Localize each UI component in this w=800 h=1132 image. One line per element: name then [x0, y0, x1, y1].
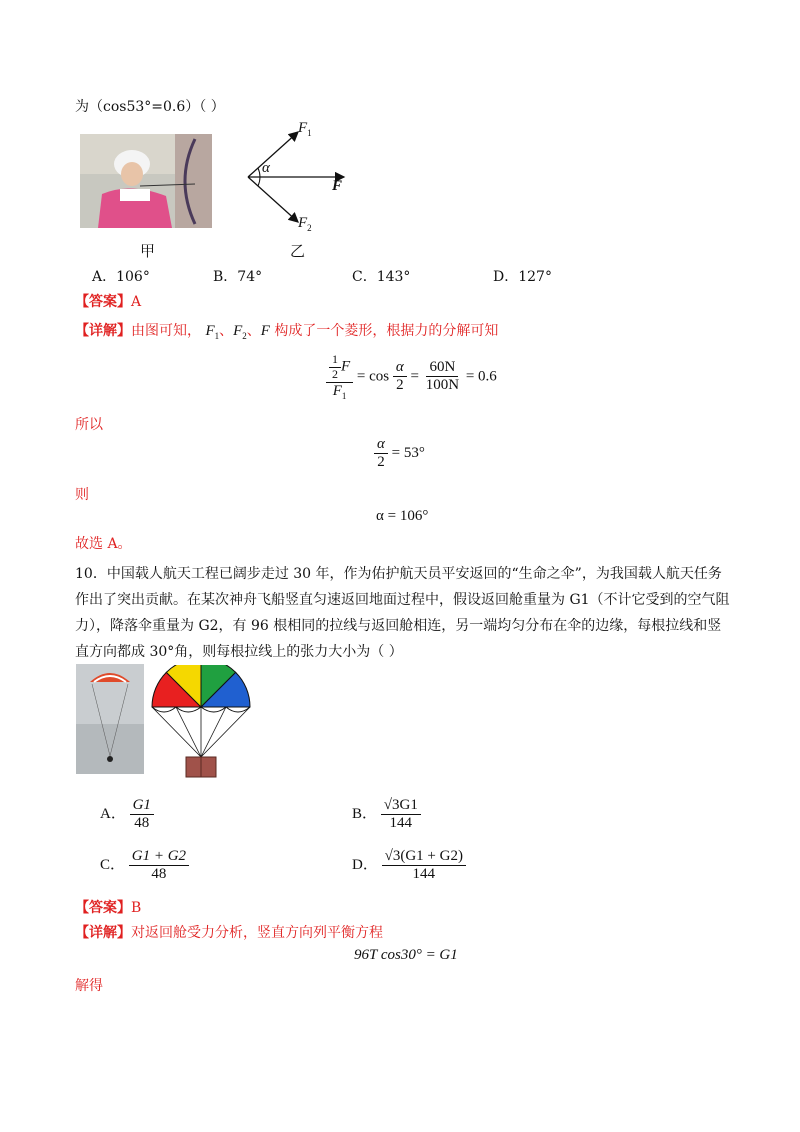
- suspension-line: [201, 707, 250, 757]
- q9-then-label: 则: [75, 487, 89, 503]
- parachute-diagram: [150, 665, 252, 779]
- suspension-line: [152, 707, 201, 757]
- archer-photo: [80, 134, 212, 228]
- f-label: F: [332, 178, 343, 194]
- q9-so-label: 所以: [75, 417, 103, 433]
- q9-option-a[interactable]: A．106°: [92, 269, 150, 285]
- suspension-line: [201, 707, 226, 757]
- parachute-photo: [76, 664, 144, 774]
- q10-option-b[interactable]: B． $\frac{√3G1}{144}$: [352, 797, 421, 833]
- alpha-label: α: [262, 160, 270, 176]
- q9-option-b[interactable]: B．74°: [213, 269, 263, 285]
- f1-label: $F_1$: [298, 120, 312, 138]
- q9-equation-3: α = 106°: [376, 508, 429, 524]
- q9-detail: 【详解】由图可知， $F_1$、$F_2$、F 构成了一个菱形，根据力的分解可知: [75, 323, 499, 341]
- q9-equation-1: $\frac{1}{2}$ F $F_1$ = cos $\frac{\alpha}{2}$ = $\frac{60N}{100N}$ = 0.6: [326, 353, 497, 401]
- q10-detail: 【详解】对返回舱受力分析，竖直方向列平衡方程: [75, 925, 383, 941]
- q10-stem: 10．中国载人航天工程已阔步走过 30 年，作为佑护航天员平安返回的“生命之伞”，为我国载人航天任务作出了突出贡献。在某次神舟飞船竖直匀速返回地面过程中，假设返回舱重量为 G1（不计它受到的空气阻力），降落伞重量为 G2，有 96 根相同的拉线与返回舱相连，另一端均匀分布在伞的边缘，每根拉线和竖直方向都成 30°角，则每根拉线上的张力大小为（ ）: [75, 566, 730, 660]
- f2-label: $F_2$: [298, 215, 312, 233]
- q9-conclusion: 故选 A。: [75, 536, 132, 552]
- f1-arrow: [248, 132, 298, 177]
- f2-arrow: [248, 177, 298, 222]
- q9-option-d[interactable]: D．127°: [493, 269, 552, 285]
- q10-answer: 【答案】B: [75, 900, 142, 916]
- q10-option-d[interactable]: D． $\frac{√3(G1 + G2)}{144}$: [352, 848, 466, 884]
- q10-option-c[interactable]: C． $\frac{G1 + G2}{48}$: [100, 848, 189, 884]
- q9-answer: 【答案】A: [75, 294, 142, 310]
- q10-equation: 96T cos30° = G1: [354, 947, 458, 963]
- suspension-line: [176, 707, 201, 757]
- q9-option-c[interactable]: C．143°: [352, 269, 411, 285]
- fig-caption-jia: 甲: [140, 242, 156, 260]
- q9-equation-2: $\frac{\alpha}{2}$ = 53°: [374, 436, 425, 472]
- q10-option-a[interactable]: A． $\frac{G1}{48}$: [100, 797, 154, 833]
- fig-caption-yi: 乙: [290, 242, 306, 260]
- q10-solve-label: 解得: [75, 978, 103, 994]
- q9-stem-tail: 为（cos53°=0.6）（ ）: [75, 99, 225, 115]
